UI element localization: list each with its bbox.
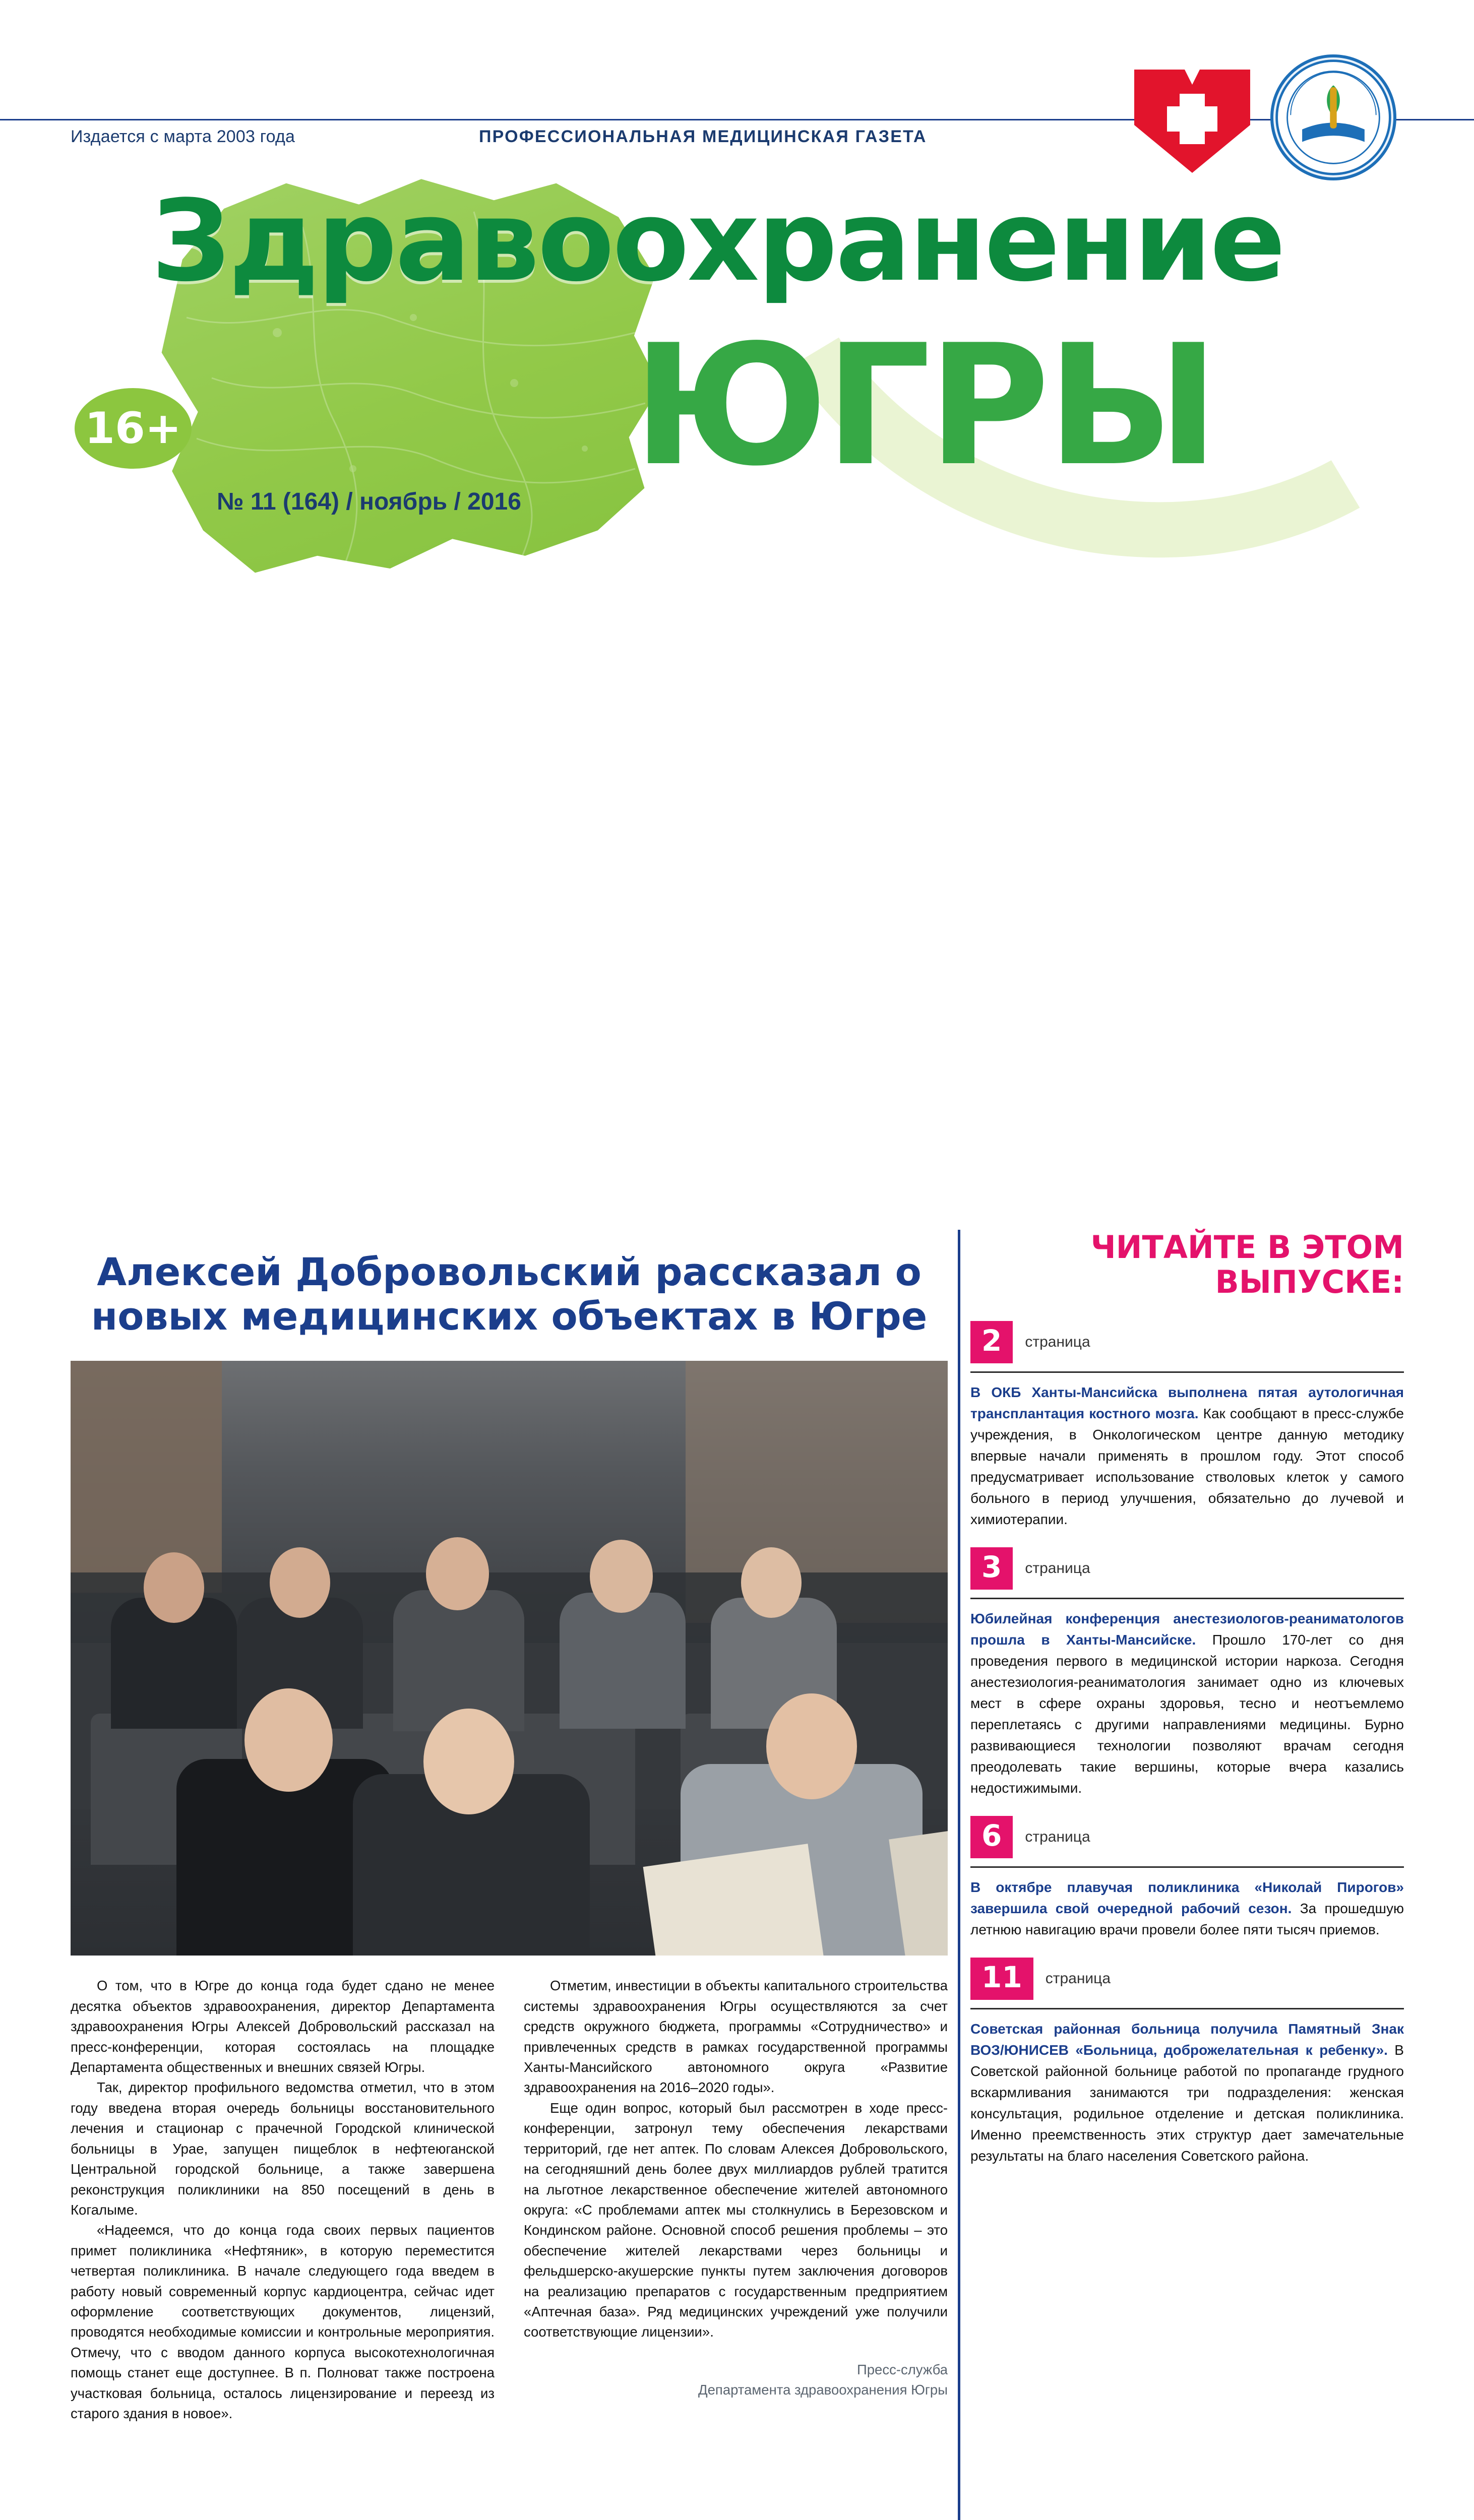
rail-item-rest: За прошедшую летнюю навигацию врачи провели более пяти тысяч приемов.: [970, 1900, 1404, 1937]
page-label: страница: [1025, 1559, 1090, 1577]
medical-cross-shield-icon: [1129, 65, 1255, 180]
rail-item-text: [970, 1608, 1404, 1799]
article-paragraph: Отметим, инвестиции в объекты капитального строительства системы здравоохранения Югры осуществляются за счет средств окружного бюджета, программы «Сотрудничество» и привлеченных средств в рамках государственной программы Ханты-Мансийского автономного округа «Развитие здравоохранения на 2016–2020 годы».: [524, 1978, 948, 2096]
divider: [970, 1598, 1404, 1599]
rail-item-lead: В ОКБ Ханты-Мансийска выполнена пятая аутологичная трансплантация костного мозга.: [970, 1384, 1404, 1421]
rail-item-lead: В октябре плавучая поликлиника «Николай Пирогов» завершила свой очередной рабочий сезон.: [970, 1879, 1404, 1916]
photo-person-body: [560, 1593, 686, 1729]
lead-photo: [71, 1361, 948, 1956]
article-paragraph: О том, что в Югре до конца года будет сдано не менее десятка объектов здравоохранения, директор Департамента здравоохранения Югры Алексей Добровольский рассказал на пресс-конференции, которая состоялась на площадке Департамента общественных и внешних связей Югры.: [71, 1978, 495, 2075]
rail-item-rest: Как сообщают в пресс-службе учреждения, в Онкологическом центре данную методику впервые начали применять в прошлом году. Этот способ предусматривает использование стволовых клеток у самого больного в период улучшения, обязательно до лучевой и химиотерапии.: [970, 1405, 1404, 1527]
rail-title: ЧИТАЙТЕ В ЭТОМ ВЫПУСКЕ:: [1090, 1229, 1404, 1301]
rail-item-rest: Прошло 170-лет со дня проведения первого в медицинской истории наркоза. Сегодня анестезиология-реаниматология занимает одно из ключевых мест в сфере охраны здоровья, тесно и неотъемлемо переплетаясь с другими направлениями медицины. Бурно развивающиеся технологии позволяют врачам сегодня преодолевать такие вершины, которые вчера казались недостижимыми.: [970, 1631, 1404, 1796]
lead-article: [71, 1250, 948, 2424]
page-label: страница: [1045, 1970, 1111, 1987]
article-columns: [71, 1976, 948, 2424]
rail-item-rest: В Советской районной больнице работой по пропаганде грудного вскармливания занимаются три подразделения: женская консультация, родильное отделение и детская поликлиника. Именно преемственность этих структур дает замечательные результаты на благо населения Советского района.: [970, 2042, 1404, 2164]
article-column-2: [524, 1976, 948, 2424]
signature-line-1: Пресс-служба: [857, 2361, 948, 2377]
divider: [970, 1866, 1404, 1868]
list-item[interactable]: [970, 1321, 1404, 1530]
page-number-badge[interactable]: 6: [970, 1816, 1013, 1858]
list-item[interactable]: [970, 1547, 1404, 1799]
rail-item-lead: Юбилейная конференция анестезиологов-реаниматологов прошла в Ханты-Мансийске.: [970, 1610, 1404, 1648]
masthead: [0, 0, 1474, 620]
rail-item-text: [970, 1877, 1404, 1940]
issued-since-label: Издается с марта 2003 года: [71, 127, 295, 146]
prevention-center-logo-graphic: [1273, 57, 1393, 177]
divider: [970, 1371, 1404, 1373]
article-column-1: [71, 1976, 495, 2424]
rail-item-text: [970, 1382, 1404, 1530]
photo-person-head: [741, 1547, 802, 1618]
age-rating-badge: 16+: [75, 388, 192, 469]
divider: [970, 2008, 1404, 2009]
page-number-badge[interactable]: 11: [970, 1958, 1033, 2000]
list-item[interactable]: [970, 1816, 1404, 1940]
article-paragraph: Так, директор профильного ведомства отметил, что в этом году введена вторая очередь больницы восстановительного лечения и стационар с прачечной Городской клинической больницы в Урае, запущен пищеблок в нефтеюганской Центральной городской больнице, а также завершена реконструкция поликлиники на 850 посещений в день в Когалыме.: [71, 2080, 495, 2218]
signature-line-2: Департамента здравоохранения Югры: [698, 2381, 948, 2398]
list-item[interactable]: [970, 1958, 1404, 2167]
page-label: страница: [1025, 1333, 1090, 1350]
article-paragraph: «Надеемся, что до конца года своих первых пациентов примет поликлиника «Нефтяник», в которую переместится четвертая поликлиника. В начале следующего года введем в работу новый современный корпус кардиоцентра, сейчас идет оформление соответствующих документов, лицензий, проводятся необходимые комиссии и контрольные мероприятия. Отмечу, что с вводом данного корпуса высокотехнологичная помощь станет еще доступнее. В п. Полноват также построена участковая больница, осталось лицензирование и переезд из старого здания в новое».: [71, 2222, 495, 2422]
rail-item-header: [970, 1816, 1404, 1858]
photo-speaker-head: [244, 1688, 333, 1792]
page-label: страница: [1025, 1828, 1090, 1845]
photo-person-head: [590, 1540, 653, 1613]
issue-number: № 11 (164) / ноябрь / 2016: [217, 488, 521, 515]
page-title: Алексей Добровольский рассказал о новых медицинских объектах в Югре: [91, 1249, 928, 1339]
page-number-badge[interactable]: 2: [970, 1321, 1013, 1363]
newspaper-title-line2: ЮГРЫ: [633, 309, 1216, 502]
newspaper-title-line1: Здравоохранение: [151, 176, 1284, 306]
photo-person-head: [270, 1547, 330, 1618]
photo-wall-left: [71, 1361, 222, 1593]
page-number-badge[interactable]: 3: [970, 1547, 1013, 1590]
photo-person-head: [144, 1552, 204, 1623]
photo-speaker-head: [423, 1709, 514, 1814]
in-this-issue-rail: [970, 1230, 1404, 2184]
rail-item-header: [970, 1547, 1404, 1590]
rail-item-text: [970, 2019, 1404, 2167]
column-divider: [958, 1230, 960, 2520]
photo-attendee-head: [766, 1693, 857, 1799]
prevention-center-logo-icon: [1270, 54, 1396, 180]
rail-item-lead: Советская районная больница получила Памятный Знак ВОЗ/ЮНИСЕВ «Больница, доброжелательная к ребенку».: [970, 2021, 1404, 2058]
publication-kicker: ПРОФЕССИОНАЛЬНАЯ МЕДИЦИНСКАЯ ГАЗЕТА: [479, 127, 927, 146]
article-signature: [524, 2360, 948, 2400]
rail-item-header: [970, 1958, 1404, 2000]
photo-person-head: [426, 1537, 489, 1610]
rail-item-header: [970, 1321, 1404, 1363]
article-paragraph: Еще один вопрос, который был рассмотрен в ходе пресс-конференции, затронул тему обеспечения лекарствами территорий, где нет аптек. По словам Алексея Добровольского, на сегодняшний день более двух миллиардов рублей тратится на льготное лекарственное обеспечение жителей автономного округа: «С проблемами аптек мы столкнулись в Березовском и Кондинском районе. Основной способ решения проблемы – это обеспечение жителей лекарствами через больницы и фельдшерско-акушерские пункты путем заключения договоров на реализацию препаратов с государственным предприятием «Аптечная база». Ряд медицинских учреждений уже получили соответствующие лицензии».: [524, 2100, 948, 2340]
